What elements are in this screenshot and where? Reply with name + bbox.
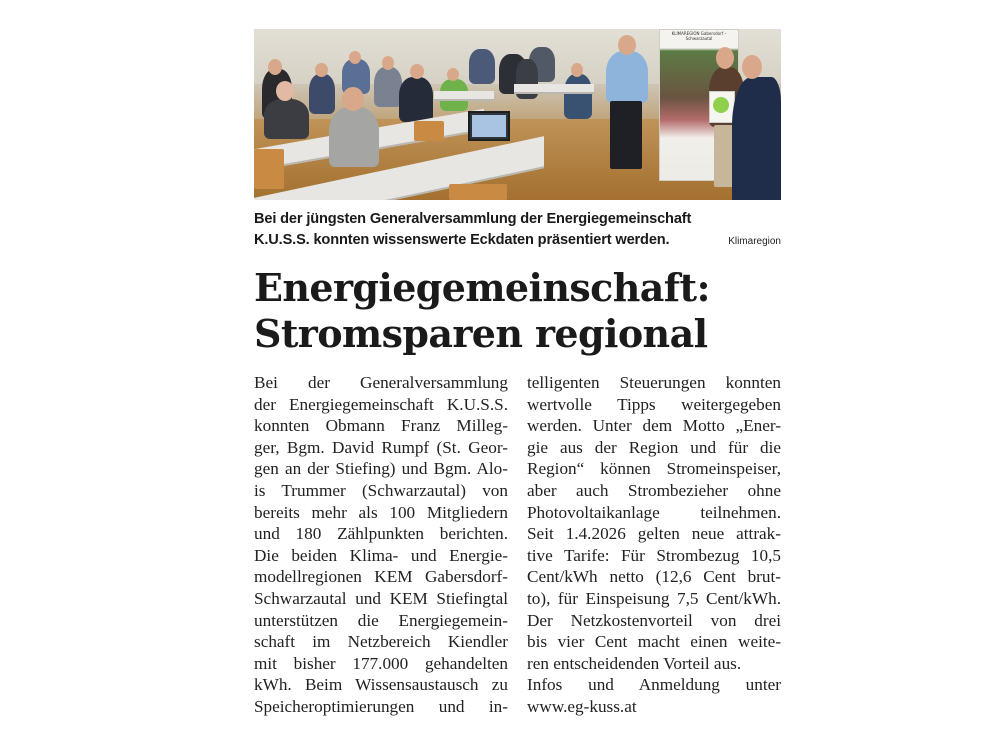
chair [254, 149, 284, 189]
body-line: Bei der Generalversammlung [254, 373, 508, 392]
body-line: is Trummer (Schwarzautal) von [254, 480, 508, 500]
body-line: schaft im Netzbereich Kiendler [254, 632, 508, 652]
body-line: aber auch Strombezieher ohne [527, 480, 781, 500]
headline-line-1: Energiegemeinschaft: [254, 265, 710, 310]
audience-head [410, 64, 424, 79]
headline-line-2: Stromsparen regional [254, 311, 708, 356]
body-line: gen an der Stiefing) und Bgm. Alo- [254, 459, 508, 479]
body-line: Der Netzkostenvorteil von drei [527, 610, 781, 630]
laptop-screen [472, 115, 506, 137]
body-line: bereits mehr als 100 Mitgliedern [254, 502, 508, 522]
chair [449, 184, 507, 200]
audience-person [469, 49, 495, 84]
body-line: Photovoltaikanlage teilnehmen. [527, 502, 781, 522]
photo-table [434, 91, 494, 101]
body-line: werden. Unter dem Motto „Ener- [527, 416, 781, 436]
body-line: telligenten Steuerungen konnten [527, 373, 781, 392]
certificate-logo-icon [713, 97, 729, 113]
audience-person [564, 74, 592, 119]
certificate [709, 91, 735, 123]
audience-head [268, 59, 282, 75]
body-line: mit bisher 177.000 gehandelten [254, 653, 508, 673]
standing-person [732, 77, 781, 200]
audience-person [399, 77, 433, 122]
body-line: Cent/kWh netto (12,6 Cent brut- [527, 567, 781, 587]
audience-person [309, 74, 335, 114]
body-line: Die beiden Klima- und Energie- [254, 545, 508, 565]
body-line: to), für Einspeisung 7,5 Cent/kWh. [527, 588, 781, 608]
photo-table [514, 84, 594, 94]
audience-head [382, 56, 394, 70]
speaker-legs [610, 101, 642, 169]
audience-head [315, 63, 328, 77]
foreground-person [329, 107, 379, 167]
body-line: bis vier Cent macht einen weite- [527, 632, 781, 652]
body-line: unterstützen die Energiegemein- [254, 610, 508, 630]
body-line: Infos und Anmeldung unter [527, 675, 781, 695]
body-line: wertvolle Tipps weitergegeben [527, 394, 781, 414]
audience-head [276, 81, 294, 101]
photo-credit: Klimaregion [728, 236, 781, 247]
body-column-right [527, 372, 781, 718]
headline [254, 265, 781, 357]
body-line: gie aus der Region und für die [527, 437, 781, 457]
body-line: tive Tarife: Für Strombezug 10,5 [527, 545, 781, 565]
body-line: konnten Obmann Franz Milleg- [254, 416, 508, 436]
article [254, 29, 781, 718]
body-line: Schwarzautal und KEM Stiefingtal [254, 588, 508, 608]
standing-head [742, 55, 762, 79]
audience-head [349, 51, 361, 64]
speaker-head [618, 35, 636, 55]
body-line: kWh. Beim Wissensaustausch zu [254, 675, 508, 695]
body-column-left [254, 372, 508, 718]
body-link-line[interactable]: www.eg-kuss.at [527, 696, 637, 716]
banner-text: KLIMAREGION Gabersdorf – Schwarzautal [671, 31, 727, 41]
chair [414, 121, 444, 141]
body-line: und 180 Zählpunkten berichten. [254, 524, 508, 544]
standing-head [716, 47, 734, 69]
audience-person [264, 99, 309, 139]
audience-head [447, 68, 459, 81]
body-line: der Energiegemeinschaft K.U.S.S. [254, 394, 508, 414]
audience-head [571, 63, 583, 77]
speaker-person [606, 51, 648, 103]
laptop [468, 111, 510, 141]
photo-caption: Bei der jüngsten Generalversammlung der Energiegemeinschaft K.U.S.S. konnten wissenswerte Eckdaten präsentiert werden. [254, 211, 692, 248]
foreground-head [342, 87, 364, 111]
article-body [254, 372, 781, 718]
body-line: Speicheroptimierungen und in- [254, 696, 508, 716]
body-line: Seit 1.4.2026 gelten neue attrak- [527, 524, 781, 544]
body-line: modellregionen KEM Gabersdorf- [254, 567, 508, 587]
body-line: ger, Bgm. David Rumpf (St. Geor- [254, 437, 508, 457]
article-photo [254, 29, 781, 200]
body-line: ren entscheidenden Vorteil aus. [527, 653, 742, 673]
body-line: Region“ können Stromeinspeiser, [527, 459, 781, 479]
audience-person [374, 67, 402, 107]
photo-caption-block [254, 209, 781, 251]
